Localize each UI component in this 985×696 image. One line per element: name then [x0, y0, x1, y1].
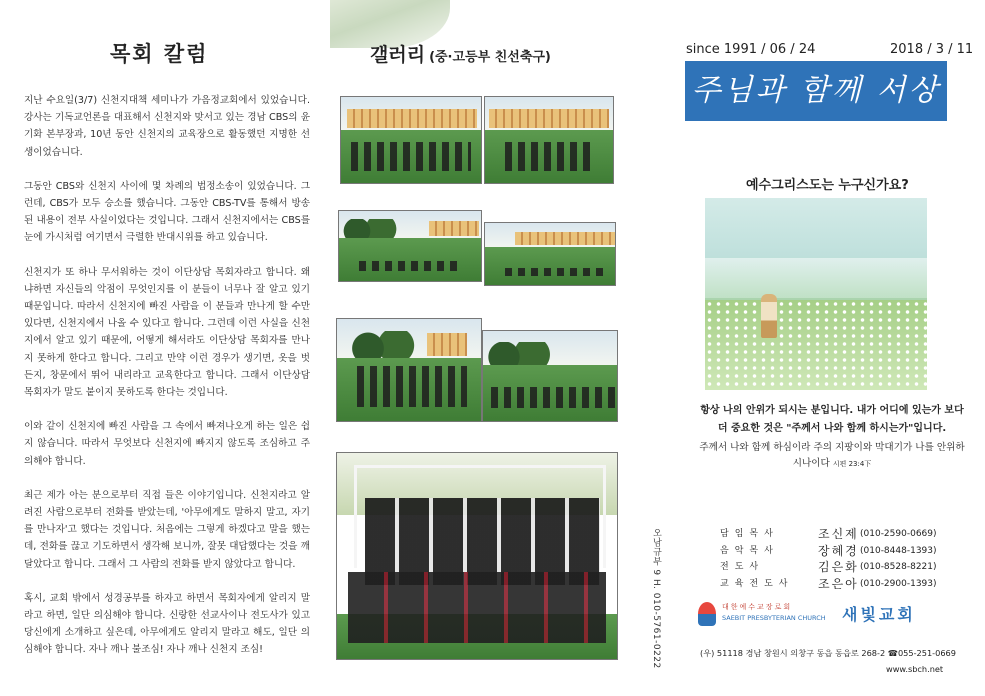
column-paragraph: 이와 같이 신천지에 빠진 사람을 그 속에서 빠져나오게 하는 일은 쉽지 않습니다. 따라서 무엇보다 신천지에 빠지지 않도록 조심하고 주의해야 합니다. — [24, 421, 310, 467]
contact-vertical-note: 오남규부 9 H. 010-5761-0222 — [651, 528, 661, 669]
church-address: (우) 51118 경남 창원시 의창구 동읍 동읍로 268-2 ☎055-251-0669 — [700, 648, 956, 658]
denomination-label: 대한예수교장로회 — [722, 603, 793, 611]
feature-question: 예수그리스도는 누구신가요? — [746, 178, 909, 193]
gallery-section — [330, 0, 640, 696]
bulletin-info — [670, 0, 985, 696]
gallery-title — [370, 40, 551, 67]
staff-row — [720, 559, 937, 576]
column-body — [24, 92, 310, 676]
motto-banner: 주님과 함께 서상 속으로 — [685, 61, 947, 121]
staff-row — [720, 576, 937, 593]
staff-role: 전도사 — [720, 562, 765, 572]
church-website[interactable]: www.sbch.net — [886, 664, 944, 674]
column-title: 목회 칼럼 — [110, 42, 209, 66]
column-paragraph: 그동안 CBS와 신천지 사이에 몇 차례의 법정소송이 있었습니다. 그런데, CBS가 모두 승소를 했습니다. 그동안 CBS-TV를 통해서 방송된 내용이 전부 사실이었다는 것입니다. 그래서 신천지에서는 CBS를 눈에 가시처럼 여기면서 극렬한 반대시위를 하고 있습니다. — [24, 180, 310, 244]
gallery-photo-4[interactable] — [484, 222, 616, 286]
column-paragraph: 혹시, 교회 밖에서 성경공부를 하자고 하면서 목회자에게 알리지 말라고 하면, 일단 의심해야 합니다. 신랑한 선교사이나 전도사가 있고 당신에게 소개하고 싶은데, 아무에게도 알리지 말라고 해도, 일단 의심해야 합니다. 자나 깨나 불조심! 자나 깨나 신천지 조심! — [24, 592, 310, 656]
verse-ref: 시편 23:4下 — [832, 460, 872, 468]
column-paragraph: 최근 제가 아는 분으로부터 직접 들은 이야기입니다. 신천지라고 알려진 사람으로부터 전화를 받았는데, '아무에게도 말하지 말고, 자기를 만나자'고 했다는 것입니다. 처음에는 그렇게 하겠다고 말을 했는데, 전화를 끊고 기도하면서 생각해 보니까, 잘못 대답했다는 것을 깨달았다고 합니다. 그래서 그 사람의 전화를 받지 않았다고 합니다. — [24, 489, 310, 570]
staff-role: 음악목사 — [720, 545, 779, 556]
staff-phone: (010-8528-8221) — [860, 562, 937, 572]
issue-date: 2018 / 3 / 11 — [890, 42, 974, 57]
verse-sub-text: 주께서 나와 함께 하심이라 주의 지팡이와 막대기가 나를 안위하시나이다 — [699, 442, 965, 469]
staff-name: 조은아 — [818, 576, 859, 591]
staff-row — [720, 543, 937, 560]
staff-list — [720, 526, 937, 592]
column-paragraph: 신천지가 또 하나 무서워하는 것이 이단상담 목회자라고 합니다. 왜냐하면 자신들의 악점이 무엇인지를 이 분들이 너무나 잘 알고 있기 때문입니다. 따라서 신천지에 빠진 사람을 이 분들과 만나게 할 수만 있다면, 신천지에서 나올 수 있다고 합니다. 그런데 이런 사실을 신천지에서 알고 있기 때문에, 어떻게 해서라도 이단상담 목회자를 만나지 못하게 한다고 합니다. 그리고 만약 이런 경우가 생기면, 옷을 벗든지, 창문에서 뛰어 내리라고 교육한다고 합니다. 그래서 이단상담 목회자가 말도 붙이지 못하도록 한다는 것입니다. — [24, 266, 310, 399]
staff-role: 담임목사 — [720, 529, 779, 539]
church-name: 새빛교회 — [842, 605, 916, 624]
gallery-photo-team[interactable] — [336, 452, 618, 660]
staff-name: 장혜경 — [818, 543, 859, 558]
gallery-photo-1[interactable] — [340, 96, 482, 184]
gallery-photo-6[interactable] — [482, 330, 618, 422]
gallery-subtitle: (중·고등부 친선축구) — [429, 50, 551, 65]
gallery-title-text: 갤러리 — [370, 44, 426, 66]
staff-phone: (010-8448-1393) — [860, 545, 937, 556]
gallery-photo-2[interactable] — [484, 96, 614, 184]
since-date: since 1991 / 06 / 24 — [686, 42, 816, 57]
staff-role: 교육전도사 — [720, 578, 794, 589]
jesus-figure-icon — [761, 294, 777, 338]
church-logo — [698, 600, 958, 630]
pastor-column — [0, 0, 330, 696]
church-logo-icon — [698, 602, 716, 626]
column-paragraph: 지난 수요일(3/7) 신천지대책 세미나가 가음정교회에서 있었습니다. 강사는 기독교언론을 대표해서 신천지와 맞서고 있는 경남 CBS의 윤기화 본부장과, 10년 동안 신천지의 교육장으로 활동했던 지명한 선생이었습니다. — [24, 95, 310, 158]
staff-name: 김은화 — [818, 560, 859, 574]
gallery-photo-5[interactable] — [336, 318, 482, 422]
gallery-photo-3[interactable] — [338, 210, 482, 282]
verse-sub — [698, 440, 966, 472]
verse-main: 항상 나의 안위가 되시는 분입니다. 내가 어디에 있는가 보다 더 중요한 것은 "주께서 나와 함께 하시는가"입니다. — [700, 405, 964, 434]
church-english-name: SAEBIT PRESBYTERIAN CHURCH — [722, 614, 826, 622]
staff-phone: (010-2590-0669) — [860, 529, 937, 539]
staff-row — [720, 526, 937, 543]
jesus-painting — [705, 198, 927, 390]
staff-name: 조신제 — [818, 527, 859, 541]
staff-phone: (010-2900-1393) — [860, 578, 937, 589]
